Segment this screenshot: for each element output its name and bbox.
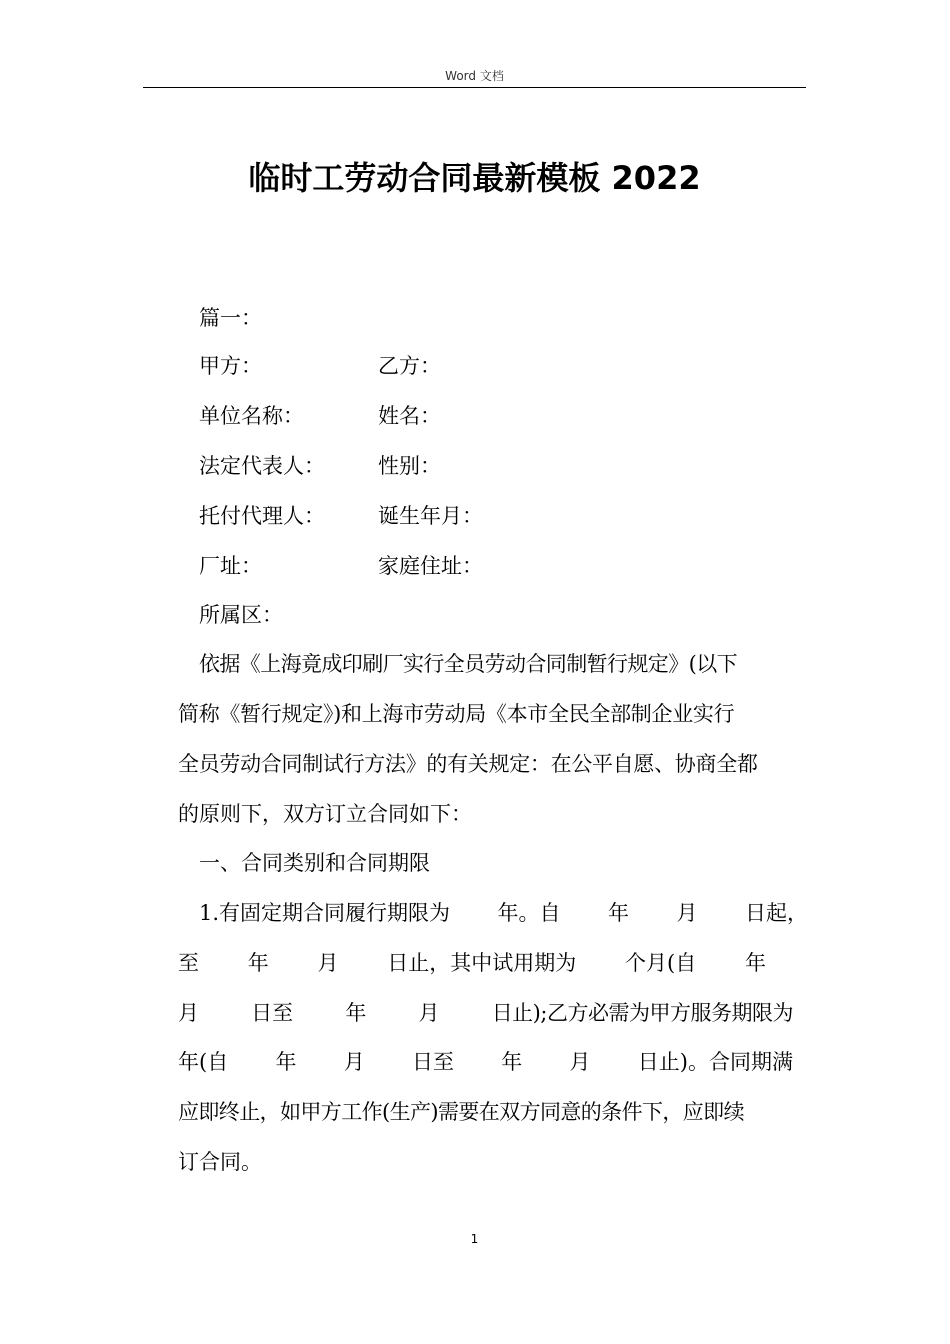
clause-text: 至	[178, 951, 199, 975]
clause-text: 月	[178, 1001, 199, 1025]
clause-text: 个月(自	[625, 951, 697, 975]
clause-text: 日止)。合同期满	[637, 1050, 793, 1074]
section-label: 篇一：	[199, 306, 262, 330]
clause-text: 1.有固定期合同履行期限为	[199, 901, 451, 925]
clause-text: 年	[501, 1050, 523, 1074]
party-label-left: 法定代表人：	[199, 454, 325, 478]
clause-text: 日至	[412, 1050, 454, 1074]
clause-line: 应即终止，如甲方工作(生产)需要在双方同意的条件下，应即续	[178, 1100, 744, 1124]
party-label-right: 诞生年月：	[378, 504, 483, 528]
clause-text: 年	[247, 951, 269, 975]
clause-text: 日止，其中试用期为	[387, 951, 577, 975]
page-header: Word 文档	[143, 66, 806, 88]
party-label-left: 所属区：	[199, 603, 283, 627]
party-label-right: 家庭住址：	[378, 554, 483, 578]
clause-text: 月	[676, 901, 698, 925]
clause-text: 年。自	[497, 901, 561, 925]
party-label-right: 乙方：	[378, 354, 441, 378]
clause-text: 日至	[251, 1001, 294, 1025]
party-label-right: 姓名：	[378, 404, 441, 428]
party-label-left: 甲方：	[199, 354, 262, 378]
party-label-left: 托付代理人：	[199, 504, 325, 528]
clause-text: 月	[317, 951, 339, 975]
clause-line	[178, 938, 766, 988]
clause-text: 年	[608, 901, 630, 925]
clause-text: 日止);乙方必需为甲方服务期限为	[491, 1001, 793, 1025]
party-label-left: 单位名称：	[199, 404, 304, 428]
clause-text: 年	[744, 951, 766, 975]
clause-text: 月	[418, 1001, 440, 1025]
clause-text: 年(自	[178, 1050, 229, 1074]
clause-line	[178, 988, 793, 1038]
clause-text: 年	[345, 1001, 367, 1025]
clause-line	[199, 888, 808, 938]
clause-text: 日起，	[744, 901, 808, 925]
page-number: 1	[470, 1232, 479, 1246]
intro-paragraph-line: 的原则下，双方订立合同如下：	[178, 802, 472, 826]
intro-paragraph-line: 简称《暂行规定》)和上海市劳动局《本市全民全部制企业实行	[178, 702, 735, 726]
intro-paragraph-line: 依据《上海竟成印刷厂实行全员劳动合同制暂行规定》(以下	[199, 652, 737, 676]
article-heading: 一、合同类别和合同期限	[199, 851, 430, 875]
clause-text: 月	[569, 1050, 591, 1074]
clause-text: 月	[343, 1050, 365, 1074]
party-label-right: 性别：	[378, 454, 441, 478]
party-label-left: 厂址：	[199, 554, 262, 578]
clause-line: 订合同。	[178, 1150, 262, 1174]
intro-paragraph-line: 全员劳动合同制试行方法》的有关规定：在公平自愿、协商全都	[178, 752, 758, 776]
clause-text: 年	[275, 1050, 297, 1074]
document-title: 临时工劳动合同最新模板 2022	[248, 159, 701, 197]
clause-line	[178, 1037, 793, 1087]
